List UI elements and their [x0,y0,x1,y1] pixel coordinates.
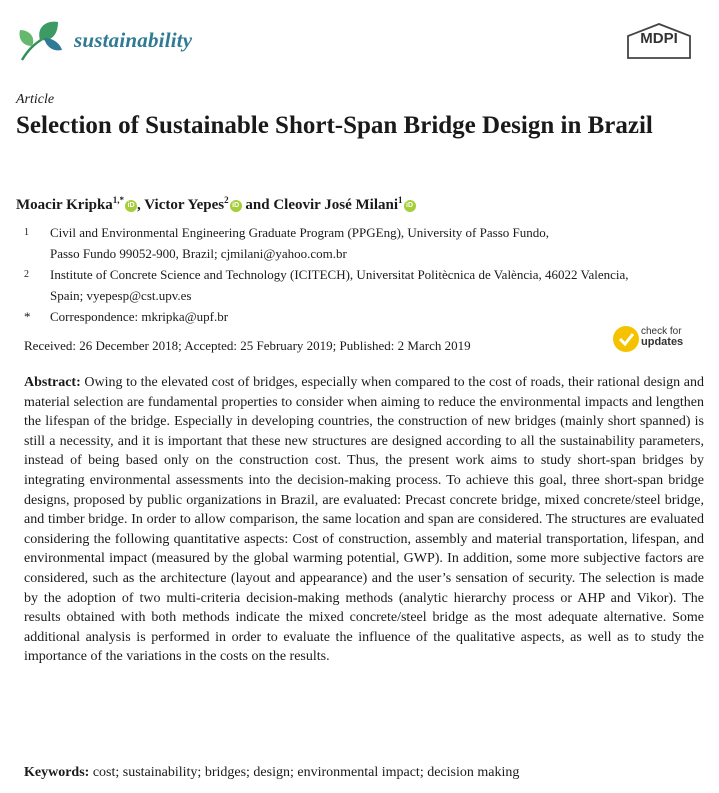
author-affil-sup: 2 [224,195,229,205]
journal-name[interactable]: sustainability [74,28,193,52]
author-name[interactable]: Victor Yepes [144,197,225,213]
author-affil-sup: 1 [398,195,403,205]
keywords-text: cost; sustainability; bridges; design; environmental impact; decision making [92,765,520,780]
author-list [16,195,416,214]
check-updates-label[interactable]: check for updates [641,326,684,348]
correspondence [24,306,704,327]
keywords [24,765,519,781]
abstract-text: Owing to the elevated cost of bridges, especially when compared to the cost of roads, their rational design and material selection are fundamental properties to consider when aiming to reduce the environmental impacts and lengthen the lifespan of the bridge. Especially in developing countries, the construction of new bridges (mainly short spanned) is still a necessity, and it is important that these new structures are designed according to all the sustainability parameters, instead of being based only on the construction cost. Thus, the present work aims to study short-span bridges by integrating environmental assessments into the decision-making process. To achieve this goal, three short-span bridge designs, proposed by public organizations in Brazil, are evaluated: Precast concrete bridge, mixed concrete/steel bridge, and timber bridge. In order to allow comparison, the same location and span are considered. The structures are evaluated considering the following quantitative aspects: Cost of construction, assembly and material transportation, lifespan, and environmental impact (measured by the global warming potential, GWP). In addition, some more subjective factors are considered, such as the architecture (layout and appearance) and the user’s sensation of security. The selection is made by the adoption of two multi-criteria decision-making methods (analytic hierarchy process or AHP and Vikor). The results obtained with both methods indicate the mixed concrete/steel bridge as the most adequate alternative. Some additional analysis is performed in order to evaluate the influence of the qualitative aspects, as well as to study the importance of the variations in the costs on the results. [24,375,704,665]
author-name[interactable]: Moacir Kripka [16,197,113,213]
author-separator: , [137,197,145,213]
journal-leaf-logo-icon [14,16,66,64]
affiliation-text: Institute of Concrete Science and Technology (ICITECH), Universitat Politècnica de València, 46022 Valencia, Spain; vyepesp@cst.upv.es [50,267,629,303]
affiliation-number: 1 [24,227,29,238]
correspondence-mark: * [24,309,31,324]
correspondence-text[interactable]: Correspondence: mkripka@upf.br [50,309,229,324]
affiliation-text: Civil and Environmental Engineering Graduate Program (PPGEng), University of Passo Fundo, Passo Fundo 99052-900, Brazil; cjmilani@yahoo.com.br [50,225,549,261]
affiliation-item [24,264,704,306]
publisher-name[interactable]: MDPI [640,30,678,47]
article-type: Article [16,92,55,107]
orcid-icon[interactable]: iD [404,200,416,212]
author-separator: and [241,197,274,213]
author-affil-sup: 1,* [112,195,125,205]
author-name[interactable]: Cleovir José Milani [273,197,399,213]
article-title: Selection of Sustainable Short-Span Bridge Design in Brazil [16,112,653,139]
keywords-label: Keywords: [24,765,90,780]
check-updates-icon [613,326,639,352]
abstract [24,373,704,667]
publication-dates: Received: 26 December 2018; Accepted: 25 February 2019; Published: 2 March 2019 [24,338,471,353]
orcid-icon[interactable]: iD [230,200,242,212]
affiliation-number: 2 [24,269,29,280]
orcid-icon[interactable]: iD [125,200,137,212]
affiliation-item [24,222,704,264]
abstract-label: Abstract: [24,375,81,390]
affiliations [24,222,704,327]
